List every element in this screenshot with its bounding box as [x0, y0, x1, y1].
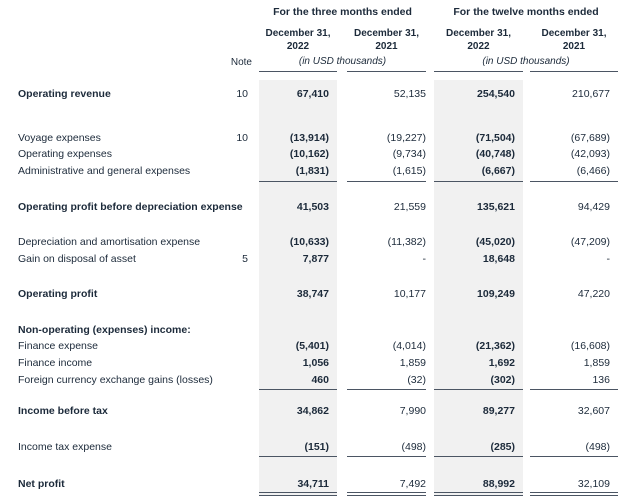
cell-gain-on-disposal-of-asset-y2022: 18,648 [482, 253, 515, 265]
cell-net-profit-y2022: 88,992 [482, 478, 515, 490]
subtotal-rule-opbd-y2021 [530, 181, 618, 182]
cell-finance-income-q2021: 1,859 [399, 357, 426, 369]
total-rule-net-profit-y2022 [434, 492, 523, 496]
group-header-three-months: For the three months ended [273, 6, 412, 18]
row-note-operating-revenue: 10 [236, 88, 248, 100]
total-rule-net-profit-y2021 [530, 492, 618, 496]
cell-voyage-expenses-y2022: (71,504) [475, 132, 515, 144]
cell-finance-expense-y2021: (16,608) [570, 340, 610, 352]
cell-finance-expense-y2022: (21,362) [475, 340, 515, 352]
cell-operating-expenses-q2022: (10,162) [289, 148, 329, 160]
subtotal-rule-opbd-y2022 [434, 181, 523, 182]
column-header-q2022-year: 2022 [286, 41, 310, 52]
cell-administrative-and-general-expenses-y2021: (6,466) [576, 165, 610, 177]
cell-operating-expenses-q2021: (9,734) [392, 148, 426, 160]
cell-finance-expense-q2021: (4,014) [392, 340, 426, 352]
cell-operating-revenue-q2022: 67,410 [296, 88, 329, 100]
subtotal-rule-income-before-tax-q2022 [259, 389, 337, 390]
cell-depreciation-and-amortisation-expense-q2022: (10,633) [289, 236, 329, 248]
cell-net-profit-q2022: 34,711 [297, 478, 329, 490]
cell-income-before-tax-q2022: 34,862 [296, 405, 329, 417]
column-header-q2021-year: 2021 [375, 41, 398, 52]
cell-foreign-currency-exchange-gains-losses-y2021: 136 [592, 374, 610, 386]
units-label-twelve-months: (in USD thousands) [482, 56, 570, 67]
cell-administrative-and-general-expenses-y2022: (6,667) [481, 165, 515, 177]
cell-net-profit-q2021: 7,492 [399, 478, 426, 490]
column-header-y2021-year: 2021 [562, 41, 586, 52]
cell-operating-profit-before-depreciation-expense-q2021: 21,559 [393, 201, 426, 213]
row-label-foreign-currency-exchange-gains-losses: Foreign currency exchange gains (losses) [18, 374, 213, 386]
subtotal-rule-income-before-tax-y2021 [530, 389, 618, 390]
cell-foreign-currency-exchange-gains-losses-y2022: (302) [490, 374, 515, 386]
cell-income-tax-expense-y2022: (285) [490, 441, 515, 453]
cell-gain-on-disposal-of-asset-q2021: - [422, 253, 426, 265]
cell-operating-profit-q2021: 10,177 [393, 288, 426, 300]
header-rule-y2021 [530, 71, 618, 72]
row-label-operating-profit-before-depreciation-expense: Operating profit before depreciation expense [18, 201, 243, 213]
subtotal-rule-net-profit-q2022 [259, 456, 337, 457]
row-label-operating-expenses: Operating expenses [18, 148, 112, 160]
cell-administrative-and-general-expenses-q2021: (1,615) [392, 165, 426, 177]
row-label-administrative-and-general-expenses: Administrative and general expenses [18, 165, 191, 177]
cell-income-tax-expense-q2022: (151) [304, 441, 329, 453]
cell-finance-income-q2022: 1,056 [302, 357, 329, 369]
row-label-income-before-tax: Income before tax [18, 405, 108, 417]
cell-operating-profit-before-depreciation-expense-y2022: 135,621 [477, 201, 515, 213]
cell-finance-expense-q2022: (5,401) [295, 340, 329, 352]
group-header-twelve-months: For the twelve months ended [453, 6, 599, 18]
cell-finance-income-y2022: 1,692 [488, 357, 515, 369]
cell-voyage-expenses-y2021: (67,689) [570, 132, 610, 144]
cell-gain-on-disposal-of-asset-q2022: 7,877 [302, 253, 329, 265]
total-rule-net-profit-q2021 [347, 492, 426, 496]
cell-operating-expenses-y2022: (40,748) [475, 148, 515, 160]
note-column-header: Note [230, 57, 252, 68]
total-rule-net-profit-q2022 [259, 492, 337, 496]
cell-net-profit-y2021: 32,109 [577, 478, 610, 490]
row-label-operating-revenue: Operating revenue [18, 88, 111, 100]
header-rule-q2022 [259, 71, 337, 72]
column-header-q2022-date: December 31, [265, 28, 331, 39]
cell-foreign-currency-exchange-gains-losses-q2021: (32) [407, 374, 426, 386]
units-label-three-months: (in USD thousands) [298, 56, 387, 67]
row-label-finance-income: Finance income [18, 357, 93, 369]
cell-income-before-tax-y2022: 89,277 [482, 405, 515, 417]
row-label-income-tax-expense: Income tax expense [18, 441, 112, 453]
subtotal-rule-opbd-q2022 [259, 181, 337, 182]
subtotal-rule-net-profit-y2021 [530, 456, 618, 457]
row-label-finance-expense: Finance expense [18, 340, 98, 352]
cell-income-tax-expense-y2021: (498) [585, 441, 610, 453]
cell-operating-profit-y2022: 109,249 [477, 288, 515, 300]
subtotal-rule-net-profit-q2021 [347, 456, 426, 457]
cell-operating-profit-before-depreciation-expense-y2021: 94,429 [577, 201, 610, 213]
subtotal-rule-income-before-tax-y2022 [434, 389, 523, 390]
column-header-y2021-date: December 31, [541, 28, 607, 39]
cell-income-tax-expense-q2021: (498) [401, 441, 426, 453]
row-note-gain-on-disposal-of-asset: 5 [242, 253, 248, 265]
cell-operating-profit-y2021: 47,220 [577, 288, 610, 300]
header-rule-q2021 [347, 71, 426, 72]
cell-income-before-tax-y2021: 32,607 [577, 405, 610, 417]
cell-voyage-expenses-q2022: (13,914) [289, 132, 329, 144]
column-header-y2022-date: December 31, [445, 28, 512, 39]
cell-depreciation-and-amortisation-expense-q2021: (11,382) [387, 236, 426, 248]
cell-gain-on-disposal-of-asset-y2021: - [606, 253, 610, 265]
cell-administrative-and-general-expenses-q2022: (1,831) [295, 165, 329, 177]
row-note-voyage-expenses: 10 [236, 132, 248, 144]
cell-operating-revenue-y2022: 254,540 [477, 88, 515, 100]
header-rule-y2022 [434, 71, 523, 72]
subtotal-rule-opbd-q2021 [347, 181, 426, 182]
row-label-operating-profit: Operating profit [18, 288, 98, 300]
cell-income-before-tax-q2021: 7,990 [399, 405, 426, 417]
cell-depreciation-and-amortisation-expense-y2022: (45,020) [475, 236, 515, 248]
row-label-gain-on-disposal-of-asset: Gain on disposal of asset [18, 253, 136, 265]
subtotal-rule-net-profit-y2022 [434, 456, 523, 457]
cell-operating-revenue-y2021: 210,677 [572, 88, 610, 100]
subtotal-rule-income-before-tax-q2021 [347, 389, 426, 390]
cell-foreign-currency-exchange-gains-losses-q2022: 460 [311, 374, 329, 386]
cell-operating-expenses-y2021: (42,093) [570, 148, 610, 160]
section-header-non-operating: Non-operating (expenses) income: [18, 324, 191, 336]
row-label-depreciation-and-amortisation-expense: Depreciation and amortisation expense [18, 236, 201, 248]
cell-operating-profit-q2022: 38,747 [296, 288, 329, 300]
column-header-q2021-date: December 31, [353, 28, 420, 39]
cell-finance-income-y2021: 1,859 [583, 357, 610, 369]
row-label-net-profit: Net profit [18, 478, 65, 490]
cell-operating-profit-before-depreciation-expense-q2022: 41,503 [296, 201, 329, 213]
cell-voyage-expenses-q2021: (19,227) [386, 132, 426, 144]
cell-operating-revenue-q2021: 52,135 [393, 88, 426, 100]
cell-depreciation-and-amortisation-expense-y2021: (47,209) [570, 236, 610, 248]
row-label-voyage-expenses: Voyage expenses [18, 132, 101, 144]
column-header-y2022-year: 2022 [467, 41, 490, 52]
